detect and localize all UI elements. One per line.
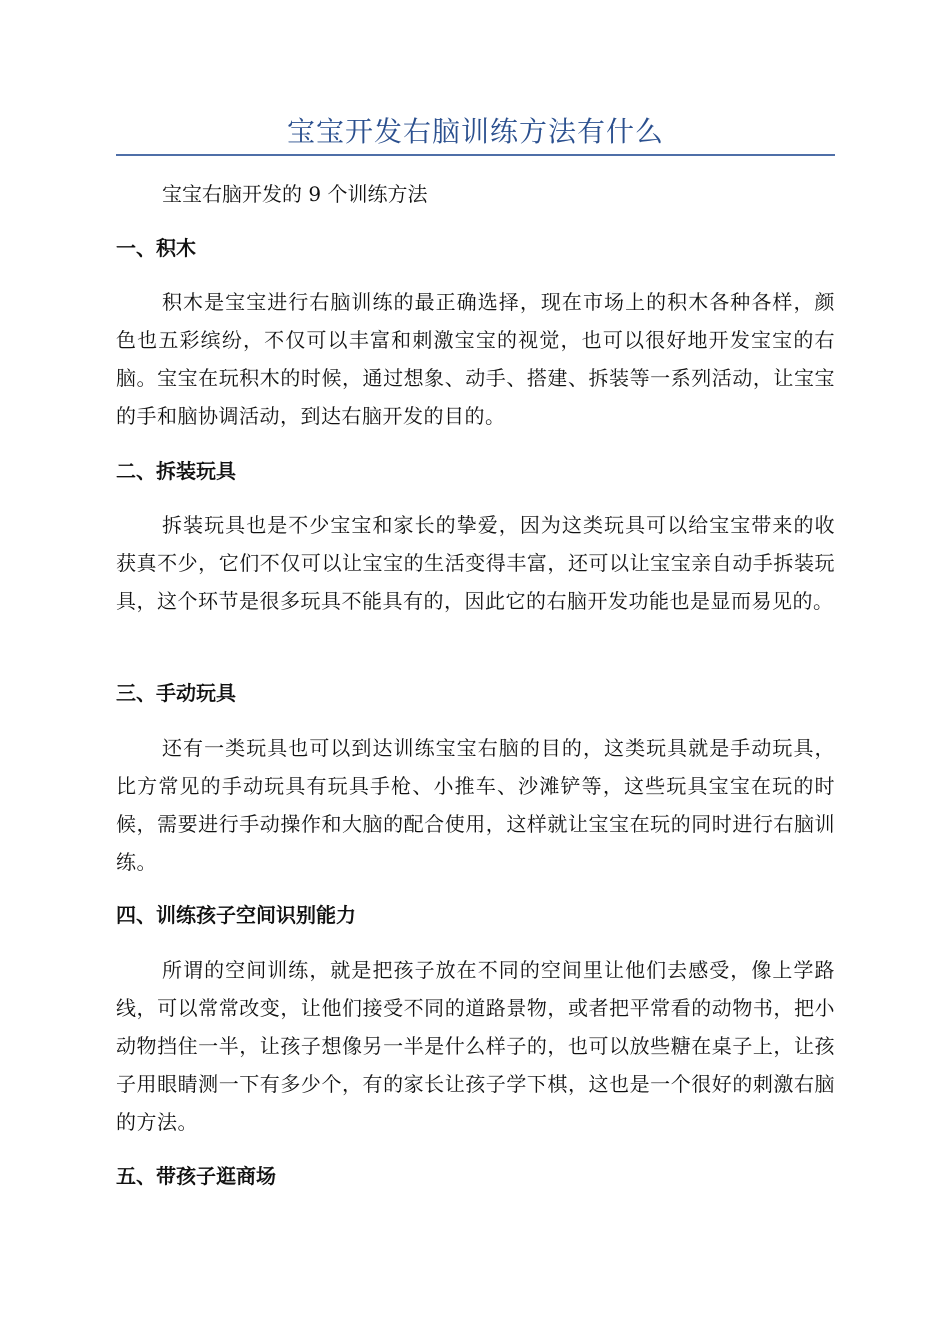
section-heading-5: 五、带孩子逛商场 [116, 1164, 276, 1188]
section-heading-1: 一、积木 [116, 236, 196, 260]
section-heading-3: 三、手动玩具 [116, 681, 236, 705]
section-heading-2: 二、拆装玩具 [116, 459, 236, 483]
section-body-4: 所谓的空间训练，就是把孩子放在不同的空间里让他们去感受，像上学路线，可以常常改变，让他们接受不同的道路景物，或者把平常看的动物书，把小动物挡住一半，让孩子想像另一半是什么样子的，也可以放些糖在桌子上，让孩子用眼睛测一下有多少个，有的家长让孩子学下棋，这也是一个很好的刺激右脑的方法。 [116, 958, 835, 1134]
section-body-3: 还有一类玩具也可以到达训练宝宝右脑的目的，这类玩具就是手动玩具，比方常见的手动玩具有玩具手枪、小推车、沙滩铲等，这些玩具宝宝在玩的时候，需要进行手动操作和大脑的配合使用，这样就让宝宝在玩的同时进行右脑训练。 [116, 736, 835, 874]
section-body-2: 拆装玩具也是不少宝宝和家长的挚爱，因为这类玩具可以给宝宝带来的收获真不少，它们不仅可以让宝宝的生活变得丰富，还可以让宝宝亲自动手拆装玩具，这个环节是很多玩具不能具有的，因此它的右脑开发功能也是显而易见的。 [116, 513, 835, 613]
section-body-1: 积木是宝宝进行右脑训练的最正确选择，现在市场上的积木各种各样，颜色也五彩缤纷，不仅可以丰富和刺激宝宝的视觉，也可以很好地开发宝宝的右脑。宝宝在玩积木的时候，通过想象、动手、搭建、拆装等一系列活动，让宝宝的手和脑协调活动，到达右脑开发的目的。 [116, 290, 835, 428]
intro-paragraph: 宝宝右脑开发的 9 个训练方法 [162, 182, 428, 206]
document-title: 宝宝开发右脑训练方法有什么 [286, 115, 664, 148]
section-heading-4: 四、训练孩子空间识别能力 [116, 903, 356, 927]
title-underline [116, 154, 835, 156]
